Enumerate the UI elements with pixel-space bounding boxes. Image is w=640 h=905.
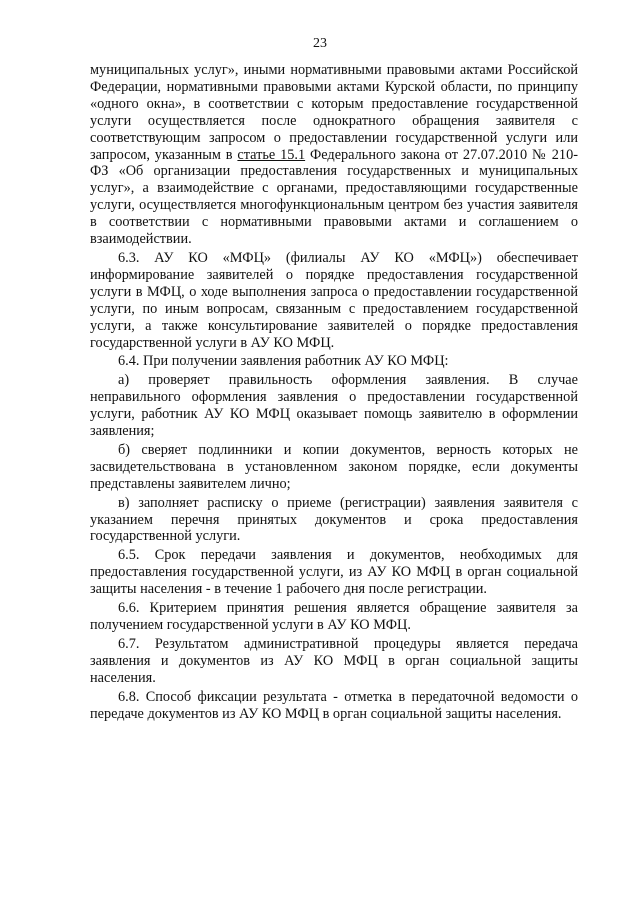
- paragraph-6-2-continuation: [90, 62, 578, 248]
- document-body: [90, 62, 578, 724]
- paragraph-text: Федерального закона от 27.07.2010 № 210-ФЗ «Об организации предоставления государственных и муниципальных услуг», а взаимодействие с органами, предоставляющими государственные услуги, осуществляется многофункциональным центром без участия заявителя в соответствии с нормативными правовыми актами и соглашением о взаимодействии.: [90, 146, 578, 248]
- paragraph-6-8: 6.8. Способ фиксации результата - отметка в передаточной ведомости о передаче документов из АУ КО МФЦ в орган социальной защиты населения.: [90, 688, 578, 722]
- page-number: 23: [313, 36, 327, 51]
- paragraph-6-7: 6.7. Результатом административной процедуры является передача заявления и документов из АУ КО МФЦ в орган социальной защиты населения.: [90, 635, 578, 686]
- paragraph-6-4: 6.4. При получении заявления работник АУ КО МФЦ:: [118, 353, 449, 370]
- list-item-v: в) заполняет расписку о приеме (регистрации) заявления заявителя с указанием перечня принятых документов и срока предоставления государственной услуги.: [90, 494, 578, 545]
- list-item-b: б) сверяет подлинники и копии документов, верность которых не засвидетельствована в установленном законом порядке, если документы представлены заявителем лично;: [90, 441, 578, 492]
- list-item-a: а) проверяет правильность оформления заявления. В случае неправильного оформления заявления о предоставлении государственной услуги, работник АУ КО МФЦ оказывает помощь заявителю в оформлении заявления;: [90, 372, 578, 440]
- paragraph-6-3: 6.3. АУ КО «МФЦ» (филиалы АУ КО «МФЦ») обеспечивает информирование заявителей о порядке предоставления государственной услуги в МФЦ, о ходе выполнения запроса о предоставлении государственной услуги, по иным вопросам, связанным с предоставлением государственной услуги, а также консультирование заявителей о порядке предоставления государственной услуги в АУ КО МФЦ.: [90, 249, 578, 351]
- paragraph-6-6: 6.6. Критерием принятия решения является обращение заявителя за получением государственной услуги в АУ КО МФЦ.: [90, 600, 578, 633]
- law-article-link[interactable]: статье 15.1: [237, 146, 306, 163]
- paragraph-text: муниципальных услуг», иными нормативными правовыми актами Российской Федерации, нормативными правовыми актами Курской области, по принципу «одного окна», в соответствии с которым предоставление государственной услуги осуществляется после однократного обращения заявителя с соответствующим запросом о предоставлении государственной услуги или запросом, указанным в: [90, 62, 578, 163]
- paragraph-6-5: 6.5. Срок передачи заявления и документов, необходимых для предоставления государственной услуги, из АУ КО МФЦ в орган социальной защиты населения - в течение 1 рабочего дня после регистрации.: [90, 547, 578, 598]
